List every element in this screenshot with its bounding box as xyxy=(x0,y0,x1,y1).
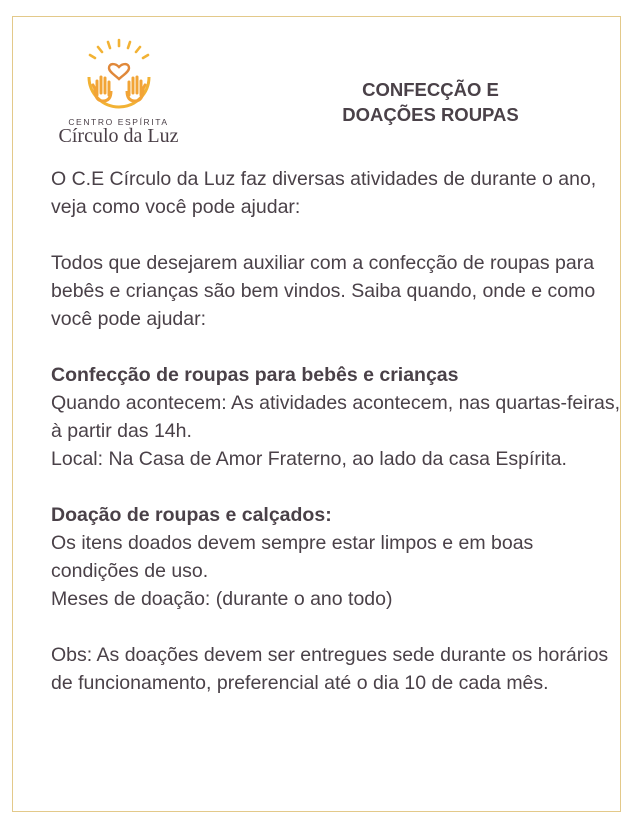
intro-paragraph-2: Todos que desejarem auxiliar com a confecção de roupas para bebês e crianças são bem vindos. Saiba quando, onde e como você pode ajudar: xyxy=(51,252,596,330)
logo-name: Círculo da Luz xyxy=(58,125,179,147)
doacao-months: Meses de doação: (durante o ano todo) xyxy=(51,588,393,610)
section-heading-doacao: Doação de roupas e calçados: xyxy=(51,504,332,526)
content-body xyxy=(51,165,626,697)
spacer xyxy=(51,333,626,361)
logo xyxy=(41,37,196,152)
confeccao-where: Local: Na Casa de Amor Fraterno, ao lado da casa Espírita. xyxy=(51,448,567,470)
spacer xyxy=(51,473,626,501)
sun-hands-heart-icon xyxy=(79,37,159,109)
doacao-condition: Os itens doados devem sempre estar limpos e em boas condições de uso. xyxy=(51,532,534,582)
logo-subtitle: CENTRO ESPÍRITA xyxy=(68,117,169,127)
spacer xyxy=(51,221,626,249)
section-heading-confeccao: Confecção de roupas para bebês e crianças xyxy=(51,364,459,386)
page-title: CONFECÇÃO E DOAÇÕES ROUPAS xyxy=(342,79,519,125)
obs-paragraph: Obs: As doações devem ser entregues sede durante os horários de funcionamento, preferencial até o dia 10 de cada mês. xyxy=(51,644,609,694)
intro-paragraph-1: O C.E Círculo da Luz faz diversas atividades de durante o ano, veja como você pode ajudar: xyxy=(51,168,597,218)
spacer xyxy=(51,613,626,641)
confeccao-when: Quando acontecem: As atividades acontecem, nas quartas-feiras, à partir das 14h. xyxy=(51,392,621,442)
content-card xyxy=(12,16,621,812)
